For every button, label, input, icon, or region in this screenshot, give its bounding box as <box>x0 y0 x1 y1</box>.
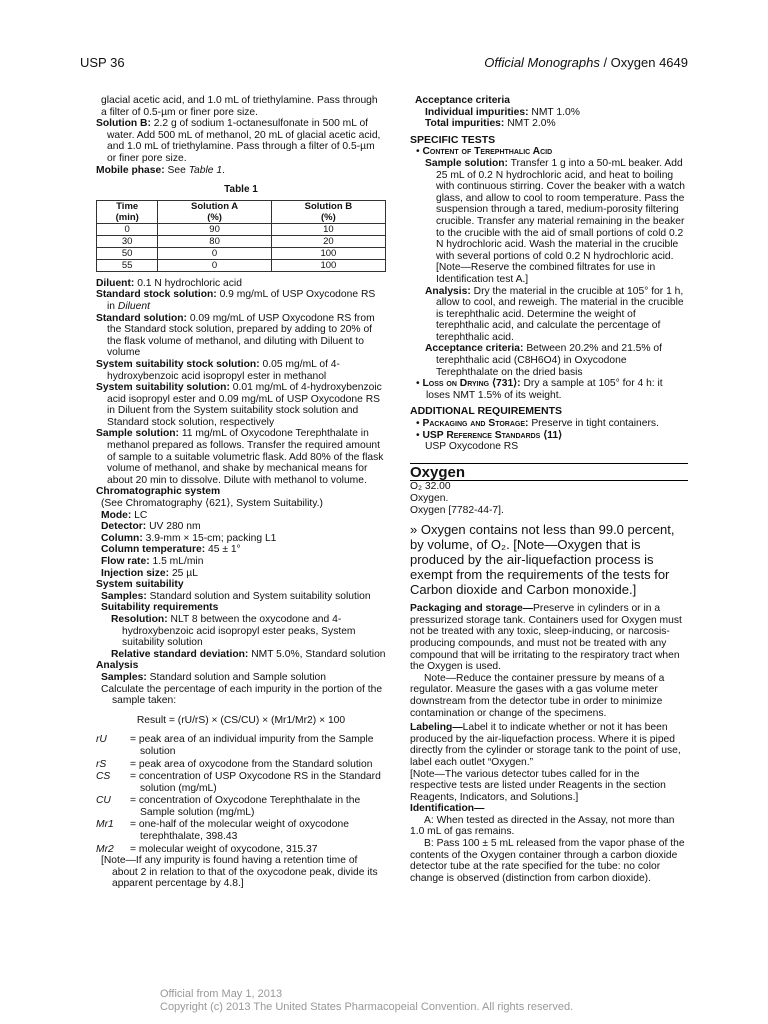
definition-row: Mr1 = one-half of the molecular weight of oxycodone terephthalate, 398.43 <box>96 819 349 843</box>
usp-reference-item: USP Oxycodone RS <box>425 441 519 453</box>
tpa-analysis: Analysis: Dry the material in the crucible at 105° for 1 h, allow to cool, and reweigh. The material in the crucible is terephthalic acid. Determine the weight of terephthalic acid, and calculate the percentage of terephthalic acid. <box>425 285 684 343</box>
official-date: Official from May 1, 2013 <box>160 988 283 1000</box>
copyright-footer <box>160 988 573 1014</box>
packaging-note: Note—Reduce the container pressure by means of a regulator. Measure the gases with a gas volume meter downstream from the detector tube in order to minimize contamination or change of the specimens. <box>410 672 665 719</box>
solution-a-continued: glacial acetic acid, and 1.0 mL of triethylamine. Pass through a filter of 0.5-µm or finer pore size. <box>101 95 378 118</box>
total-impurities: Total impurities: NMT 2.0% <box>425 118 556 130</box>
column-temperature: Column temperature: 45 ± 1° <box>101 544 241 556</box>
identification-heading: Identification— <box>410 803 485 815</box>
additional-requirements-heading: ADDITIONAL REQUIREMENTS <box>410 405 563 418</box>
header-section: Official Monographs <box>484 55 600 70</box>
mode: Mode: LC <box>101 509 148 521</box>
labeling-section: Labeling—Label it to indicate whether or not it has been produced by the air-liquefaction process. Where it is piped directly from the cylinder or storage tank to the point of use, label each outlet “Oxygen.” <box>410 722 681 768</box>
detector: Detector: UV 280 nm <box>101 521 201 533</box>
header-page: / Oxygen 4649 <box>599 55 688 70</box>
chromatography-reference: (See Chromatography ⟨621⟩, System Suitability.) <box>101 498 323 510</box>
labeling-note: [Note—The various detector tubes called for in the respective tests are listed under Reagents in the section Reagents, Indicators, and Solutions.] <box>410 768 666 803</box>
acceptance-criteria-heading: Acceptance criteria <box>415 95 511 106</box>
tpa-sample-solution: Sample solution: Transfer 1 g into a 50-mL beaker. Add 25 mL of 0.2 N hydrochloric acid, and heat to boiling with continuous stirring. Cover the beaker with a watch glass, and allow to cool to room temperature. Pass the suspension through a tared, medium-porosity filtering crucible. Transfer any material remaining in the beaker to the crucible with the aid of small portions of cold 0.2 N hydrochloric acid. Wash the material in the crucible with several portions of cold 0.2 N hydrochloric acid. [Note—Reserve the combined filtrates for use in Identification test A.] <box>425 157 685 285</box>
resolution: Resolution: NLT 8 between the oxycodone and 4-hydroxybenzoic acid isopropyl ester peaks, System suitability solution <box>111 613 356 649</box>
suitability-requirements-heading: Suitability requirements <box>101 602 219 614</box>
table-header: Time (min) <box>97 200 158 223</box>
right-column <box>410 95 688 884</box>
system-suitability-stock-solution: System suitability stock solution: 0.05 mg/mL of 4-hydroxybenzoic acid isopropyl ester in methanol <box>96 358 340 382</box>
standard-solution: Standard solution: 0.09 mg/mL of USP Oxycodone RS from the Standard stock solution, prepared by adding to 20% of the flask volume of methanol, and diluting with Diluent to volume <box>96 312 375 359</box>
table-title: Table 1 <box>224 184 258 196</box>
table-row: 0 90 10 <box>97 223 386 235</box>
monograph-intro: » Oxygen contains not less than 99.0 percent, by volume, of O₂. [Note—Oxygen that is produced by the air-liquefaction process is exempt from the requirements of the tests for Carbon dioxide and Carbon monoxide.] <box>410 522 675 598</box>
injection-size: Injection size: 25 µL <box>101 567 198 579</box>
individual-impurities: Individual impurities: NMT 1.0% <box>425 106 580 118</box>
specific-tests-heading: SPECIFIC TESTS <box>410 133 496 146</box>
monograph-title: Oxygen <box>410 463 688 482</box>
table-row: 30 80 20 <box>97 235 386 247</box>
running-header-right <box>484 55 688 70</box>
packaging-storage-section: Packaging and storage—Preserve in cylinders or in a pressurized storage tank. Containers used for Oxygen must not be treated with any toxic, sleep-inducing, or narcosis-producing compounds, and must not be treated with any compound that will be irritating to the respiratory tract when the Oxygen is used. <box>410 603 682 673</box>
packaging-storage: • Packaging and Storage: Preserve in tight containers. <box>416 418 659 430</box>
table-header: Solution A (%) <box>158 200 271 223</box>
result-formula: Result = (rU/rS) × (CS/CU) × (Mr1/Mr2) × 100 <box>136 714 346 726</box>
left-column <box>96 95 386 890</box>
identification-a: A: When tested as directed in the Assay, not more than 1.0 mL of gas remains. <box>410 814 675 838</box>
chemical-name: Oxygen. <box>410 493 449 504</box>
standard-stock-solution: Standard stock solution: 0.9 mg/mL of USP Oxycodone RS in Diluent <box>96 289 376 312</box>
terephthalic-acid-heading: • Content of Terephthalic Acid <box>416 146 553 158</box>
definition-row: rS = peak area of oxycodone from the Standard solution <box>96 758 373 770</box>
relative-standard-deviation: Relative standard deviation: NMT 5.0%, Standard solution <box>111 648 386 660</box>
copyright-notice: Copyright (c) 2013 The United States Pharmacopeial Convention. All rights reserved. <box>160 1001 574 1013</box>
sample-solution: Sample solution: 11 mg/mL of Oxycodone Terephthalate in methanol prepared as follows. Transfer the required amount of sample to a suitable volumetric flask. Add 80% of the flask volume of methanol, and shake by mechanical means for about 20 min to dissolve. Dilute with methanol to volume. <box>96 428 384 486</box>
loss-on-drying: • Loss on Drying ⟨731⟩: Dry a sample at 105° for 4 h: it loses NMT 1.5% of its weight. <box>416 378 663 401</box>
analysis-samples: Samples: Standard solution and Sample solution <box>101 671 326 683</box>
gradient-table <box>96 200 386 272</box>
flow-rate: Flow rate: 1.5 mL/min <box>101 556 204 567</box>
mobile-phase: Mobile phase: See Table 1. <box>96 164 225 176</box>
table-row: 50 0 100 <box>97 247 386 259</box>
analysis-heading: Analysis <box>96 660 139 672</box>
table-row: 55 0 100 <box>97 259 386 271</box>
molecular-formula: O₂ 32.00 <box>410 481 451 493</box>
usp-reference-standards: • USP Reference Standards ⟨11⟩ <box>416 429 563 441</box>
diluent: Diluent: 0.1 N hydrochloric acid <box>96 277 242 289</box>
table-header-row <box>97 200 386 223</box>
running-header-left: USP 36 <box>80 55 125 70</box>
column: Column: 3.9-mm × 15-cm; packing L1 <box>101 532 277 544</box>
definition-row: Mr2 = molecular weight of oxycodone, 315.37 <box>96 843 318 855</box>
definition-row: CU = concentration of Oxycodone Terephthalate in the Sample solution (mg/mL) <box>96 795 361 818</box>
calculation-instruction: Calculate the percentage of each impurity in the portion of the sample taken: <box>101 683 383 707</box>
identification-b: B: Pass 100 ± 5 mL released from the vapor phase of the contents of the Oxygen container through a carbon dioxide detector tube at the rate specified for the tube: no color change is observed (distinction from carbon dioxide). <box>410 838 685 884</box>
tpa-acceptance-criteria: Acceptance criteria: Between 20.2% and 21.5% of terephthalic acid (C8H6O4) in Oxycodone Terephthalate on the dried basis <box>425 343 662 378</box>
system-suitability-heading: System suitability <box>96 579 184 591</box>
table-header: Solution B (%) <box>271 200 385 223</box>
impurity-note: [Note—If any impurity is found having a retention time of about 2 in relation to that of the oxycodone peak, divide its apparent percentage by 4.8.] <box>101 855 378 890</box>
cas-number: Oxygen [7782-44-7]. <box>410 504 504 516</box>
definition-row: rU = peak area of an individual impurity from the Sample solution <box>96 734 374 757</box>
definition-row: CS = concentration of USP Oxycodone RS in the Standard solution (mg/mL) <box>96 771 381 794</box>
solution-b: Solution B: 2.2 g of sodium 1-octanesulfonate in 500 mL of water. Add 500 mL of methanol, 20 mL of glacial acetic acid, and 1.0 mL of triethylamine. Pass through a filter of 0.5-µm or finer pore size. <box>96 118 381 164</box>
suitability-samples: Samples: Standard solution and System suitability solution <box>101 590 371 602</box>
chromatographic-system-heading: Chromatographic system <box>96 486 221 498</box>
system-suitability-solution: System suitability solution: 0.01 mg/mL of 4-hydroxybenzoic acid isopropyl ester and 0.09 mg/mL of USP Oxycodone RS in Diluent from the System suitability stock solution and Standard stock solution, respectively <box>96 382 382 428</box>
